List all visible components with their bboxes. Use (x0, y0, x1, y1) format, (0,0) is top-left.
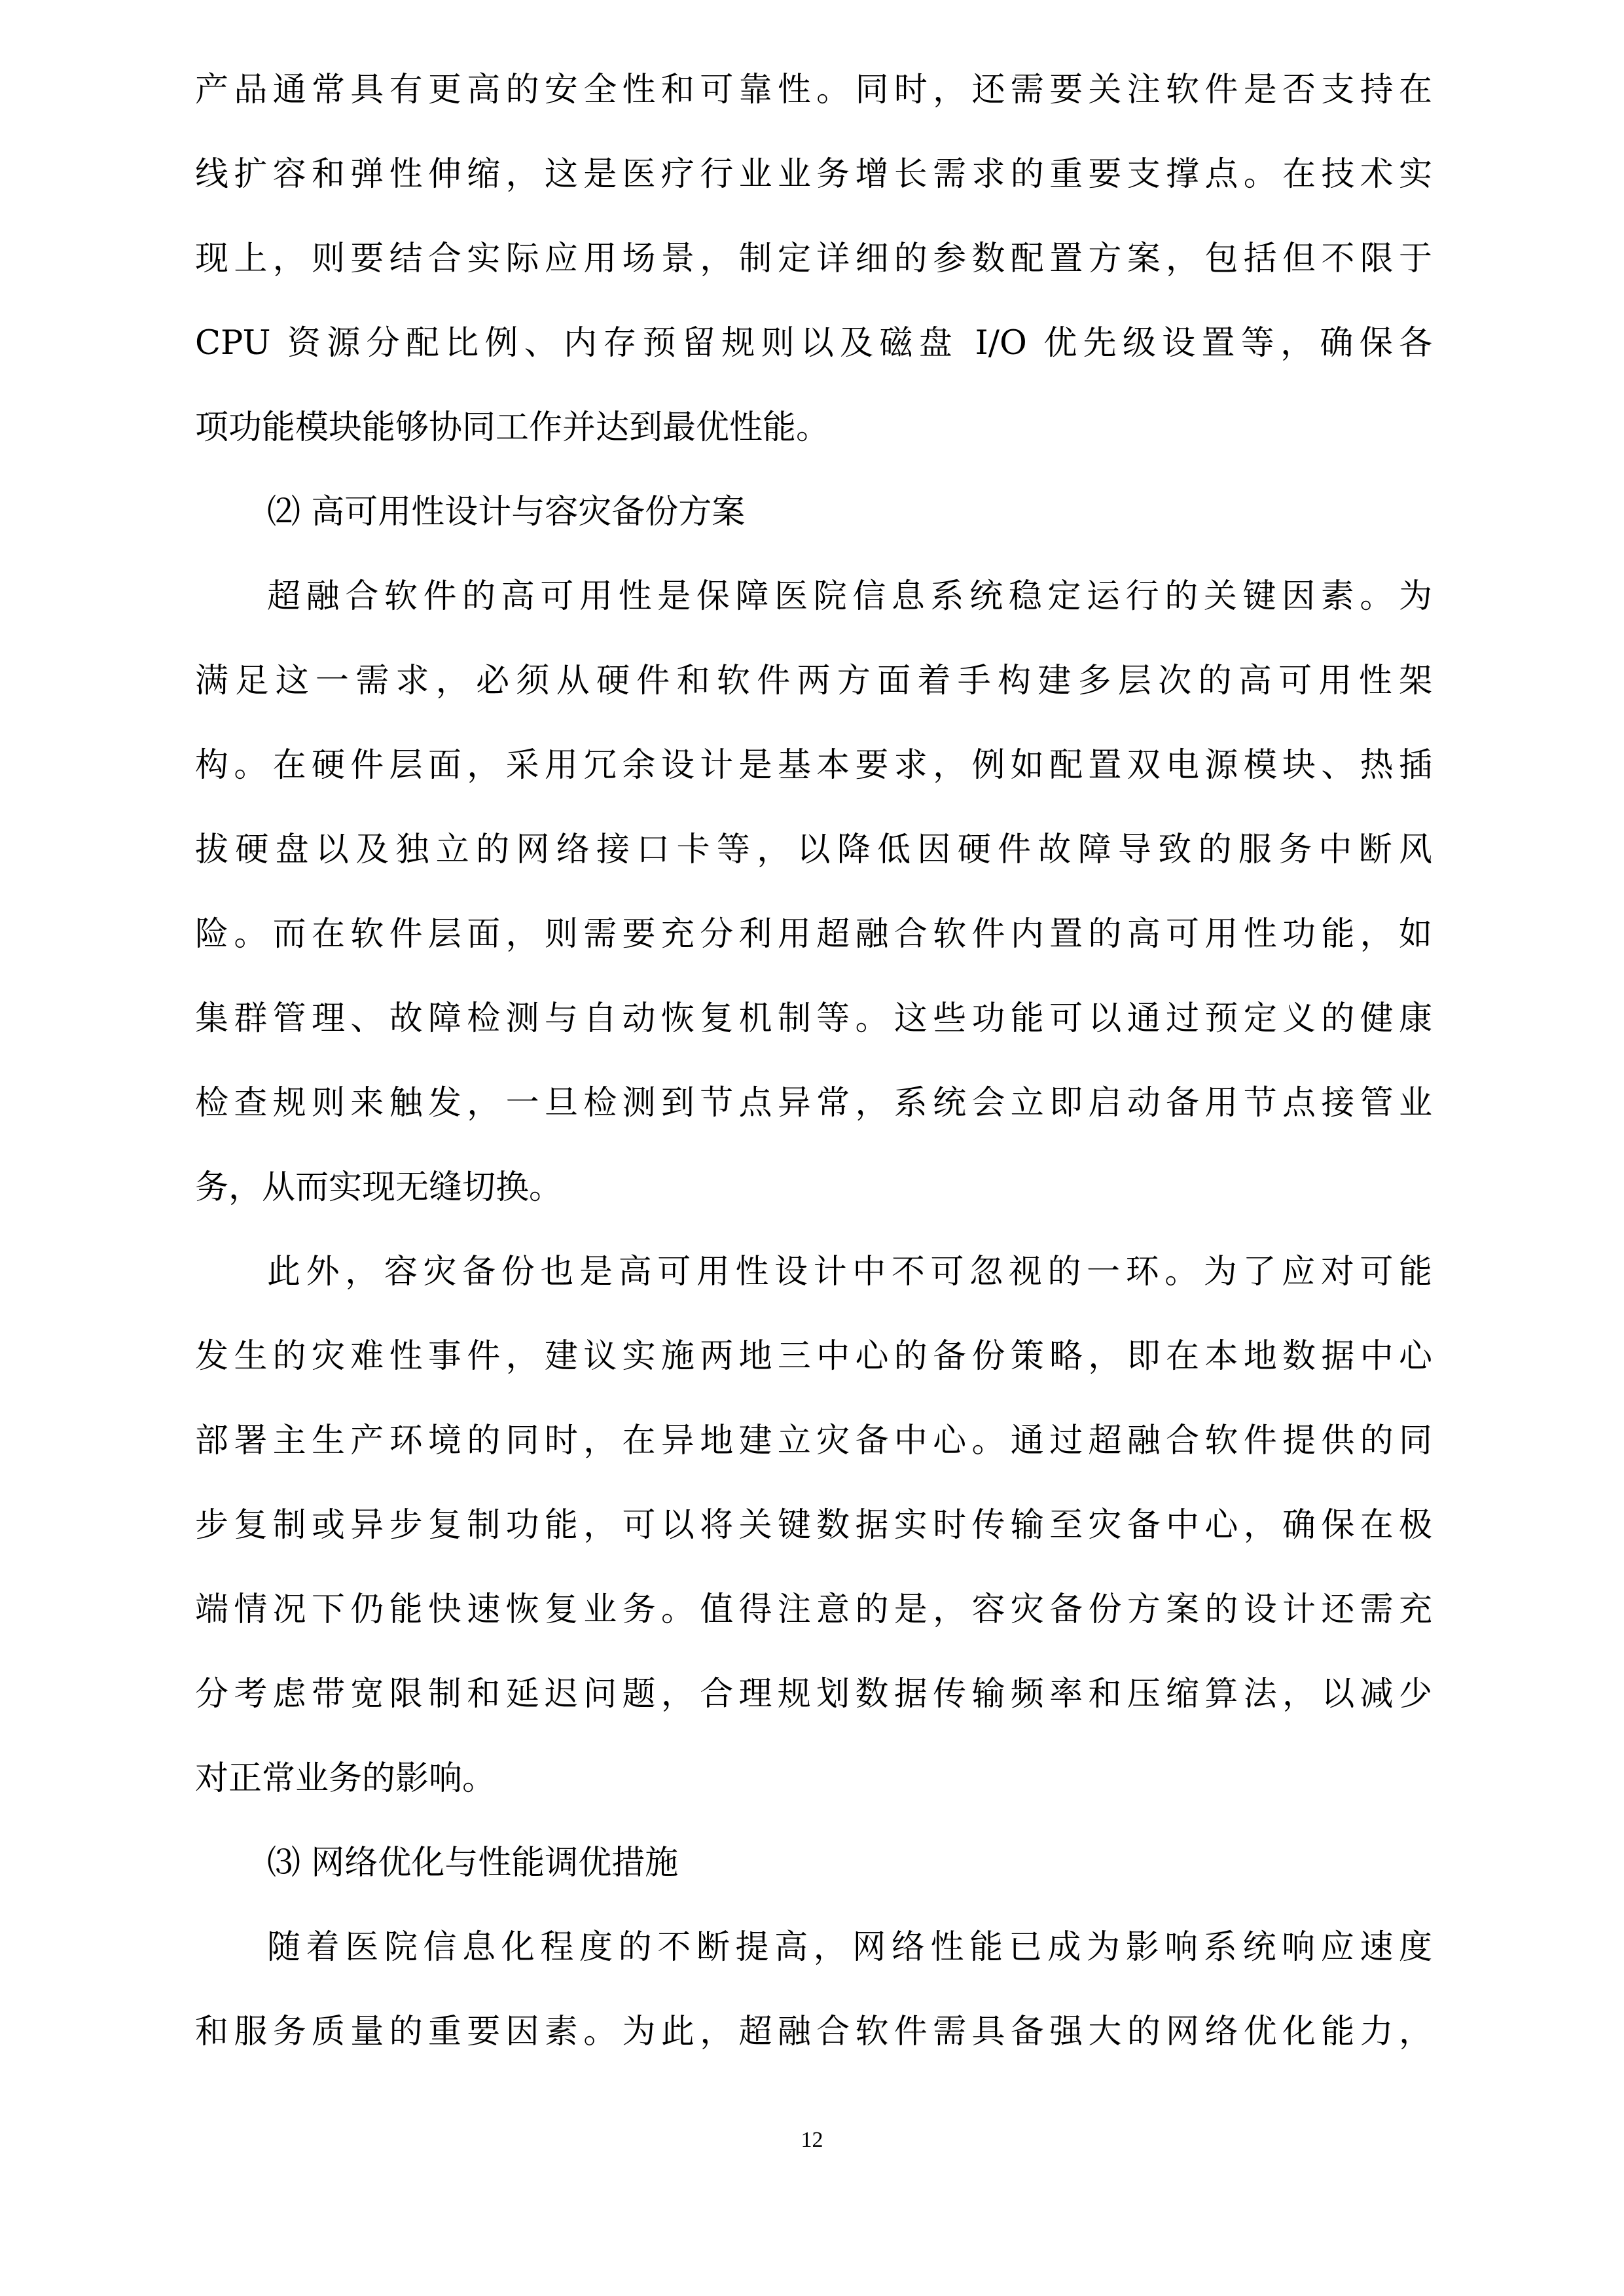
section-heading: ⑶ 网络优化与性能调优措施 (267, 1844, 679, 1882)
text-line: 检查规则来触发，一旦检测到节点异常，系统会立即启动备用节点接管业 (195, 1084, 1432, 1122)
text-line: 拔硬盘以及独立的网络接口卡等，以降低因硬件故障导致的服务中断风 (195, 831, 1432, 869)
text-line: CPU 资源分配比例、内存预留规则以及磁盘 I/O 优先级设置等，确保各 (195, 324, 1432, 363)
text-line: 发生的灾难性事件，建议实施两地三中心的备份策略，即在本地数据中心 (195, 1337, 1432, 1376)
text-line: 满足这一需求，必须从硬件和软件两方面着手构建多层次的高可用性架 (195, 662, 1432, 700)
text-line: 和服务质量的重要因素。为此，超融合软件需具备强大的网络优化能力， (195, 2013, 1432, 2051)
paragraph-first-line: 随着医院信息化程度的不断提高，网络性能已成为影响系统响应速度 (267, 1928, 1432, 1967)
paragraph-first-line: 此外，容灾备份也是高可用性设计中不可忽视的一环。为了应对可能 (267, 1253, 1432, 1291)
text-line: 构。在硬件层面，采用冗余设计是基本要求，例如配置双电源模块、热插 (195, 746, 1432, 785)
text-line: 对正常业务的影响。 (195, 1759, 496, 1798)
text-line: 集群管理、故障检测与自动恢复机制等。这些功能可以通过预定义的健康 (195, 999, 1432, 1038)
text-line: 部署主生产环境的同时，在异地建立灾备中心。通过超融合软件提供的同 (195, 1422, 1432, 1460)
text-line: 产品通常具有更高的安全性和可靠性。同时，还需要关注软件是否支持在 (195, 71, 1432, 109)
text-line: 分考虑带宽限制和延迟问题，合理规划数据传输频率和压缩算法，以减少 (195, 1675, 1432, 1713)
section-heading: ⑵ 高可用性设计与容灾备份方案 (267, 493, 746, 531)
text-line: 端情况下仍能快速恢复业务。值得注意的是，容灾备份方案的设计还需充 (195, 1590, 1432, 1629)
text-line: 现上，则要结合实际应用场景，制定详细的参数配置方案，包括但不限于 (195, 240, 1432, 278)
text-line: 步复制或异步复制功能，可以将关键数据实时传输至灾备中心，确保在极 (195, 1506, 1432, 1545)
text-line: 项功能模块能够协同工作并达到最优性能。 (195, 408, 830, 447)
body-text (195, 69, 1432, 2096)
page-number: 12 (801, 2128, 823, 2152)
text-line: 线扩容和弹性伸缩，这是医疗行业业务增长需求的重要支撑点。在技术实 (195, 155, 1432, 194)
text-line: 务，从而实现无缝切换。 (195, 1168, 563, 1207)
text-line: 险。而在软件层面，则需要充分利用超融合软件内置的高可用性功能，如 (195, 915, 1432, 954)
paragraph-first-line: 超融合软件的高可用性是保障医院信息系统稳定运行的关键因素。为 (267, 577, 1432, 616)
